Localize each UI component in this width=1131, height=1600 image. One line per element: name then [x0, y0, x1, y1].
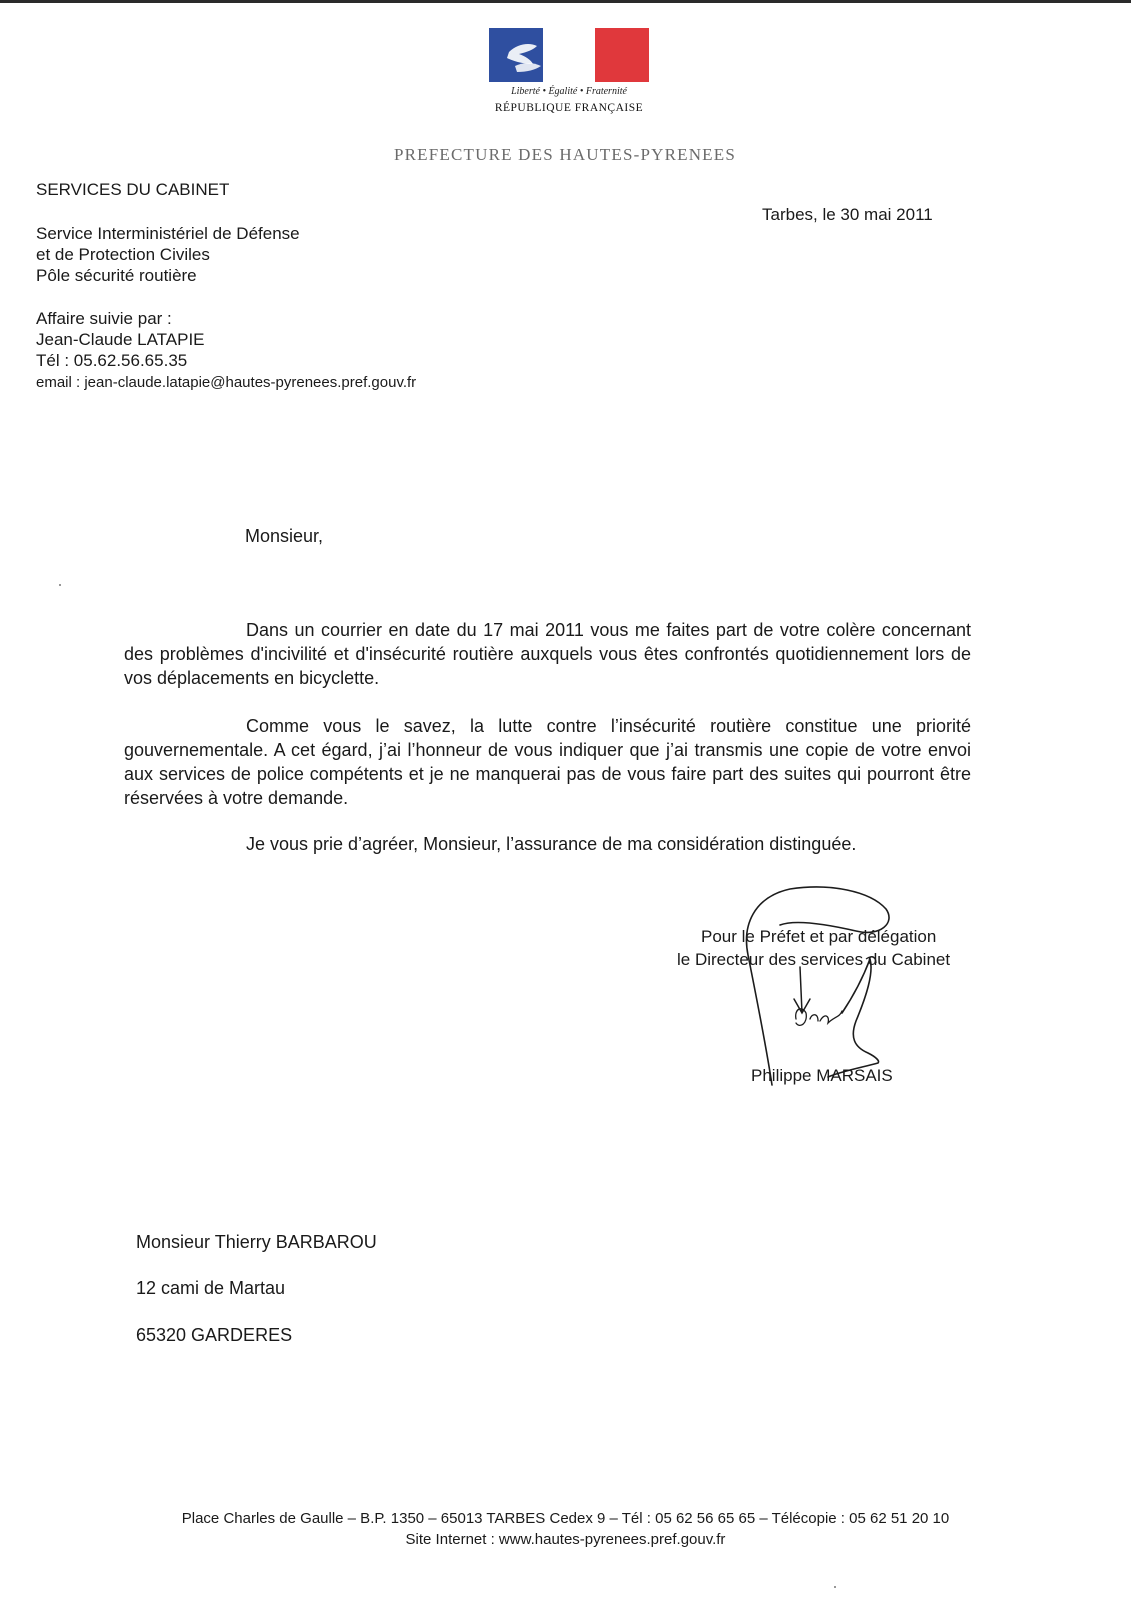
marianne-flag-icon: [489, 28, 649, 82]
footer-address: Place Charles de Gaulle – B.P. 1350 – 65013 TARBES Cedex 9 – Tél : 05 62 56 65 65 – Télécopie : 05 62 51 20 10: [181, 1510, 950, 1527]
signatory-line2: le Directeur des services du Cabinet: [677, 950, 951, 969]
signatory-name: Philippe MARSAIS: [751, 1066, 893, 1085]
marianne-logo: [489, 28, 649, 122]
body-paragraph-2-text: Comme vous le savez, la lutte contre l’insécurité routière constitue une priorité gouvernementale. A cet égard, j’ai l’honneur de vous indiquer que j’ai transmis une copie de votre envoi aux services de police compétents et je ne manquerai pas de vous faire part des suites qui pourront être réservées à votre demande.: [124, 716, 971, 808]
scan-speck: [59, 584, 61, 586]
scan-speck: [834, 1586, 836, 1588]
footer-website: Site Internet : www.hautes-pyrenees.pref.gouv.fr: [405, 1531, 726, 1548]
body-paragraph-1: [124, 618, 971, 690]
sender-service-line3: Pôle sécurité routière: [36, 266, 197, 285]
recipient-name: Monsieur Thierry BARBAROU: [136, 1232, 377, 1252]
body-paragraph-1-text: Dans un courrier en date du 17 mai 2011 vous me faites part de votre colère concernant des problèmes d'incivilité et d'insécurité routière auxquels vous êtes confrontés quotidiennement lors de vos déplacements en bicyclette.: [124, 620, 971, 688]
sender-service-line1: Service Interministériel de Défense: [36, 224, 300, 243]
page-top-edge: [0, 0, 1131, 3]
followed-by-name: Jean-Claude LATAPIE: [36, 330, 205, 349]
closing-formula: Je vous prie d’agréer, Monsieur, l’assurance de ma considération distinguée.: [246, 834, 857, 854]
recipient-city: 65320 GARDERES: [136, 1325, 293, 1345]
letter-date: Tarbes, le 30 mai 2011: [762, 205, 933, 224]
recipient-street: 12 cami de Martau: [136, 1278, 286, 1298]
sender-department: SERVICES DU CABINET: [36, 180, 230, 199]
salutation: Monsieur,: [245, 526, 324, 546]
republic-motto: Liberté • Égalité • Fraternité: [511, 86, 627, 97]
prefecture-title: PREFECTURE DES HAUTES-PYRENEES: [393, 145, 737, 164]
sender-phone: Tél : 05.62.56.65.35: [36, 351, 188, 370]
sender-service-line2: et de Protection Civiles: [36, 245, 210, 264]
body-paragraph-2: [124, 714, 971, 810]
followed-by-label: Affaire suivie par :: [36, 309, 172, 328]
republique-francaise-label: RÉPUBLIQUE FRANÇAISE: [494, 102, 644, 114]
sender-email: email : jean-claude.latapie@hautes-pyrenees.pref.gouv.fr: [36, 374, 417, 391]
signatory-line1: Pour le Préfet et par délégation: [701, 927, 937, 946]
